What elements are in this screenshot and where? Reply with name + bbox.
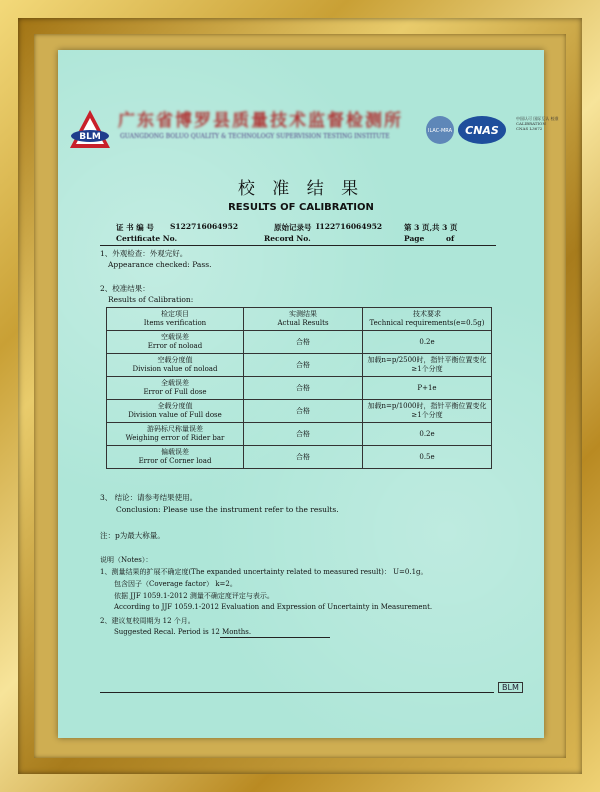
item-en: Error of noload [147, 342, 203, 350]
note1-factor: 包含因子（Coverage factor） k=2。 [114, 580, 237, 588]
item-cn: 空载分度值 [157, 356, 193, 364]
row-result: 合格 [244, 354, 363, 377]
header-items-en: Items verification [143, 319, 207, 327]
row-requirement: 0.5e [363, 446, 492, 469]
item-en: Division value of Full dose [128, 411, 222, 419]
row-item [107, 446, 244, 469]
table-row [107, 377, 492, 400]
row-requirement: 加载n=p/2500时，指针平衡位置变化≥1个分度 [363, 354, 492, 377]
row-requirement: P+1e [363, 377, 492, 400]
header-req-en: Technical requirements(e=0.5g) [369, 319, 485, 327]
table-row [107, 354, 492, 377]
row-result: 合格 [244, 377, 363, 400]
row-item [107, 354, 244, 377]
cnas-sub-en: CALIBRATION [516, 121, 546, 126]
row-requirement: 0.2e [363, 423, 492, 446]
cnas-sub-cn: 中国认可 国际互认 校准 [516, 116, 559, 121]
org-name-en: GUANGDONG BOLUO QUALITY & TECHNOLOGY SUPERVISION TESTING INSTITUTE [120, 133, 390, 140]
table-row [107, 400, 492, 423]
calibration-cn: 2、校准结果： [100, 284, 150, 293]
table-row [107, 423, 492, 446]
page-cn: 第 3 页,共 3 页 [404, 223, 458, 232]
header-requirements [363, 308, 492, 331]
blm-logo-icon [68, 108, 112, 150]
cnas-label [516, 116, 559, 131]
table-row [107, 446, 492, 469]
table-header-row [107, 308, 492, 331]
row-requirement: 0.2e [363, 331, 492, 354]
note1-cn: 1、测量结果的扩展不确定度(The expanded uncertainty related to measured result)： U=0.1g。 [100, 568, 428, 576]
conclusion-en: Conclusion: Please use the instrument refer to the results. [116, 505, 339, 514]
note1-basis-cn: 依据 JJF 1059.1-2012 测量不确定度评定与表示。 [114, 592, 274, 600]
title-cn: 校 准 结 果 [237, 179, 365, 199]
header-items-cn: 检定项目 [161, 310, 189, 318]
item-en: Weighing error of Rider bar [125, 434, 225, 442]
record-label-cn: 原始记录号 [274, 223, 312, 232]
cert-label-cn: 证 书 编 号 [116, 223, 154, 232]
certificate-paper [58, 50, 559, 738]
org-name-cn: 广东省博罗县质量技术监督检测所 [118, 111, 403, 131]
item-cn: 游码标尺称量误差 [147, 425, 203, 433]
page-label-en: Page [404, 234, 425, 243]
item-cn: 空载误差 [161, 333, 189, 341]
row-item [107, 400, 244, 423]
record-value: I122716064952 [316, 222, 383, 231]
row-item [107, 423, 244, 446]
logo-text: BLM [79, 132, 101, 142]
table-row [107, 331, 492, 354]
title-en: RESULTS OF CALIBRATION [228, 202, 374, 213]
note2-en: Suggested Recal. Period is 12 Months. [114, 628, 252, 636]
calibration-en: Results of Calibration: [108, 295, 194, 304]
header-results [244, 308, 363, 331]
row-result: 合格 [244, 331, 363, 354]
row-item [107, 331, 244, 354]
cnas-number: CNAS L3672 [516, 126, 543, 131]
row-result: 合格 [244, 446, 363, 469]
ilac-text: ILAC-MRA [427, 128, 453, 134]
bottom-divider [100, 692, 494, 693]
header-results-cn: 实测结果 [289, 310, 317, 318]
appearance-en: Appearance checked: Pass. [108, 260, 212, 269]
results-table [106, 307, 492, 469]
footer-badge: BLM [498, 682, 523, 693]
header-req-cn: 技术要求 [413, 310, 441, 318]
item-en: Division value of noload [132, 365, 218, 373]
row-result: 合格 [244, 423, 363, 446]
row-requirement: 加载n=p/1000时，指针平衡位置变化≥1个分度 [363, 400, 492, 423]
item-en: Error of Full dose [143, 388, 207, 396]
note2-cn: 2、建议复校周期为 12 个月。 [100, 617, 195, 625]
meta-divider [100, 245, 496, 246]
note-cn: 注：p为最大称量。 [100, 531, 165, 540]
row-item [107, 377, 244, 400]
notes-heading: 说明（Notes）： [100, 556, 153, 564]
recal-underline [220, 637, 330, 638]
of-label-en: of [446, 234, 455, 243]
cert-label-en: Certificate No. [116, 234, 178, 243]
item-en: Error of Corner load [138, 457, 212, 465]
item-cn: 偏载误差 [161, 448, 189, 456]
item-cn: 全载分度值 [157, 402, 193, 410]
conclusion-cn: 3、 结论：请参考结果使用。 [100, 493, 198, 502]
row-result: 合格 [244, 400, 363, 423]
header-results-en: Actual Results [277, 319, 329, 327]
record-label-en: Record No. [264, 234, 311, 243]
note1-basis-en: According to JJF 1059.1-2012 Evaluation and Expression of Uncertainty in Measurement. [114, 603, 433, 611]
cert-value: S122716064952 [170, 222, 239, 231]
item-cn: 全载误差 [161, 379, 189, 387]
header-items [107, 308, 244, 331]
cnas-text: CNAS [465, 124, 499, 137]
appearance-cn: 1、外观检查：外观完好。 [100, 249, 188, 258]
